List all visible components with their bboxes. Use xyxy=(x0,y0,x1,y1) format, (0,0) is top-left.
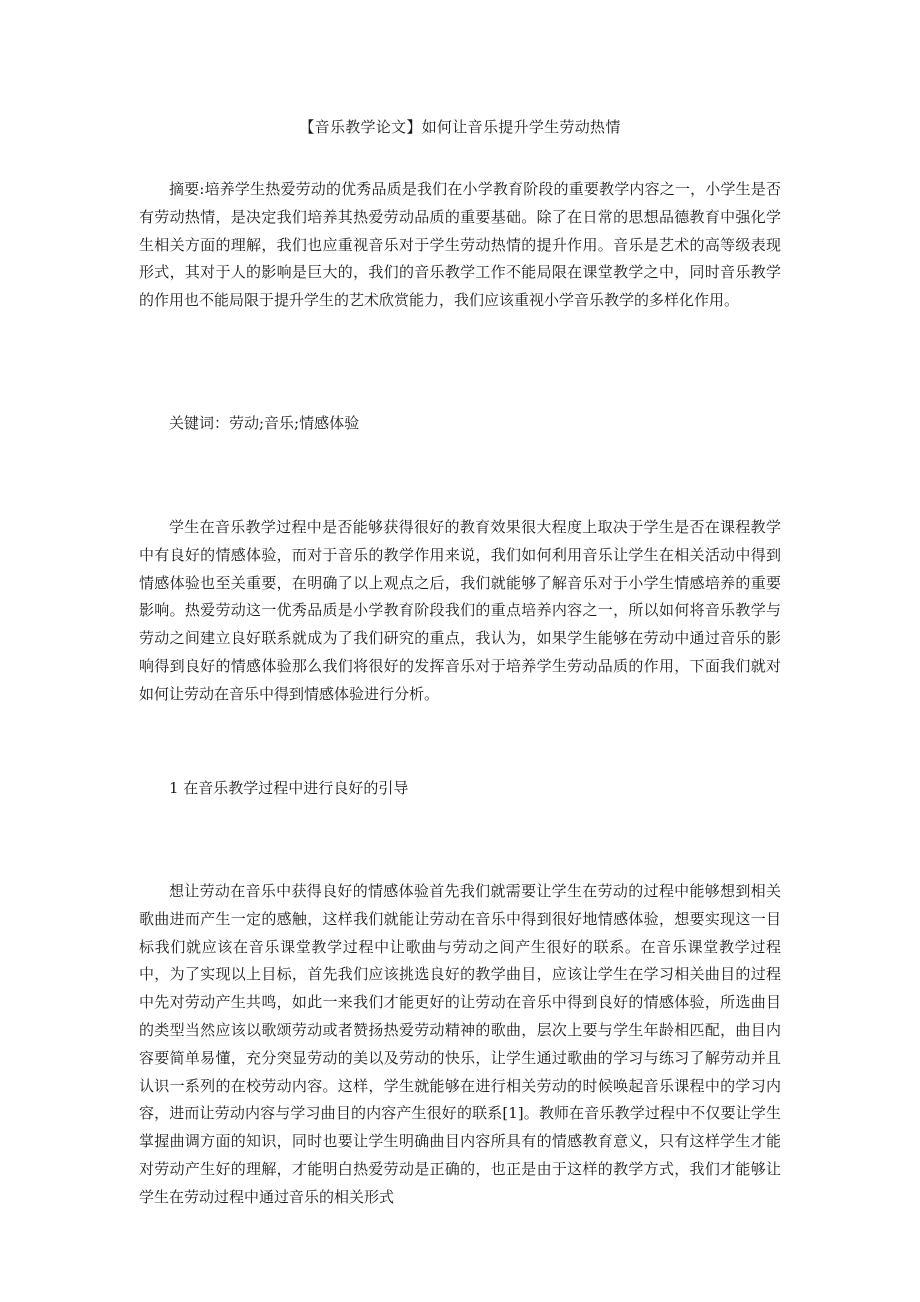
document-title: 【音乐教学论文】如何让音乐提升学生劳动热情 xyxy=(299,118,621,136)
intro-paragraph: 学生在音乐教学过程中是否能够获得很好的教育效果很大程度上取决于学生是否在课程教学中有良好的情感体验，而对于音乐的教学作用来说，我们如何利用音乐让学生在相关活动中得到情感体验也至关重要，在明确了以上观点之后，我们就能够了解音乐对于小学生情感培养的重要影响。热爱劳动这一优秀品质是小学教育阶段我们的重点培养内容之一，所以如何将音乐教学与劳动之间建立良好联系就成为了我们研究的重点，我认为，如果学生能够在劳动中通过音乐的影响得到良好的情感体验那么我们将很好的发挥音乐对于培养学生劳动品质的作用，下面我们就对如何让劳动在音乐中得到情感体验进行分析。 xyxy=(139,518,781,703)
section-heading-1: 1 在音乐教学过程中进行良好的引导 xyxy=(169,779,409,797)
abstract-text: 培养学生热爱劳动的优秀品质是我们在小学教育阶段的重要教学内容之一，小学生是否有劳动热情，是决定我们培养其热爱劳动品质的重要基础。除了在日常的思想品德教育中强化学生相关方面的理解，我们也应重视音乐对于学生劳动热情的提升作用。音乐是艺术的高等级表现形式，其对于人的影响是巨大的，我们的音乐教学工作不能局限在课堂教学之中，同时音乐教学的作用也不能局限于提升学生的艺术欣赏能力，我们应该重视小学音乐教学的多样化作用。 xyxy=(139,180,781,310)
section-body-1: 想让劳动在音乐中获得良好的情感体验首先我们就需要让学生在劳动的过程中能够想到相关歌曲进而产生一定的感触，这样我们就能让劳动在音乐中得到很好地情感体验，想要实现这一目标我们就应该在音乐课堂教学过程中让歌曲与劳动之间产生很好的联系。在音乐课堂教学过程中，为了实现以上目标，首先我们应该挑选良好的教学曲目，应该让学生在学习相关曲目的过程中先对劳动产生共鸣，如此一来我们才能更好的让劳动在音乐中得到良好的情感体验，所选曲目的类型当然应该以歌颂劳动或者赞扬热爱劳动精神的歌曲，层次上要与学生年龄相匹配，曲目内容要简单易懂，充分突显劳动的美以及劳动的快乐，让学生通过歌曲的学习与练习了解劳动并且认识一系列的在校劳动内容。这样，学生就能够在进行相关劳动的时候唤起音乐课程中的学习内容，进而让劳动内容与学习曲目的内容产生很好的联系[1]。教师在音乐教学过程中不仅要让学生掌握曲调方面的知识，同时也要让学生明确曲目内容所具有的情感教育意义，只有这样学生才能对劳动产生好的理解，才能明白热爱劳动是正确的，也正是由于这样的教学方式，我们才能够让学生在劳动过程中通过音乐的相关形式 xyxy=(139,882,781,1206)
abstract-label: 摘要: xyxy=(169,180,205,198)
abstract-paragraph xyxy=(139,176,781,315)
keywords-line: 关键词：劳动;音乐;情感体验 xyxy=(169,414,360,432)
